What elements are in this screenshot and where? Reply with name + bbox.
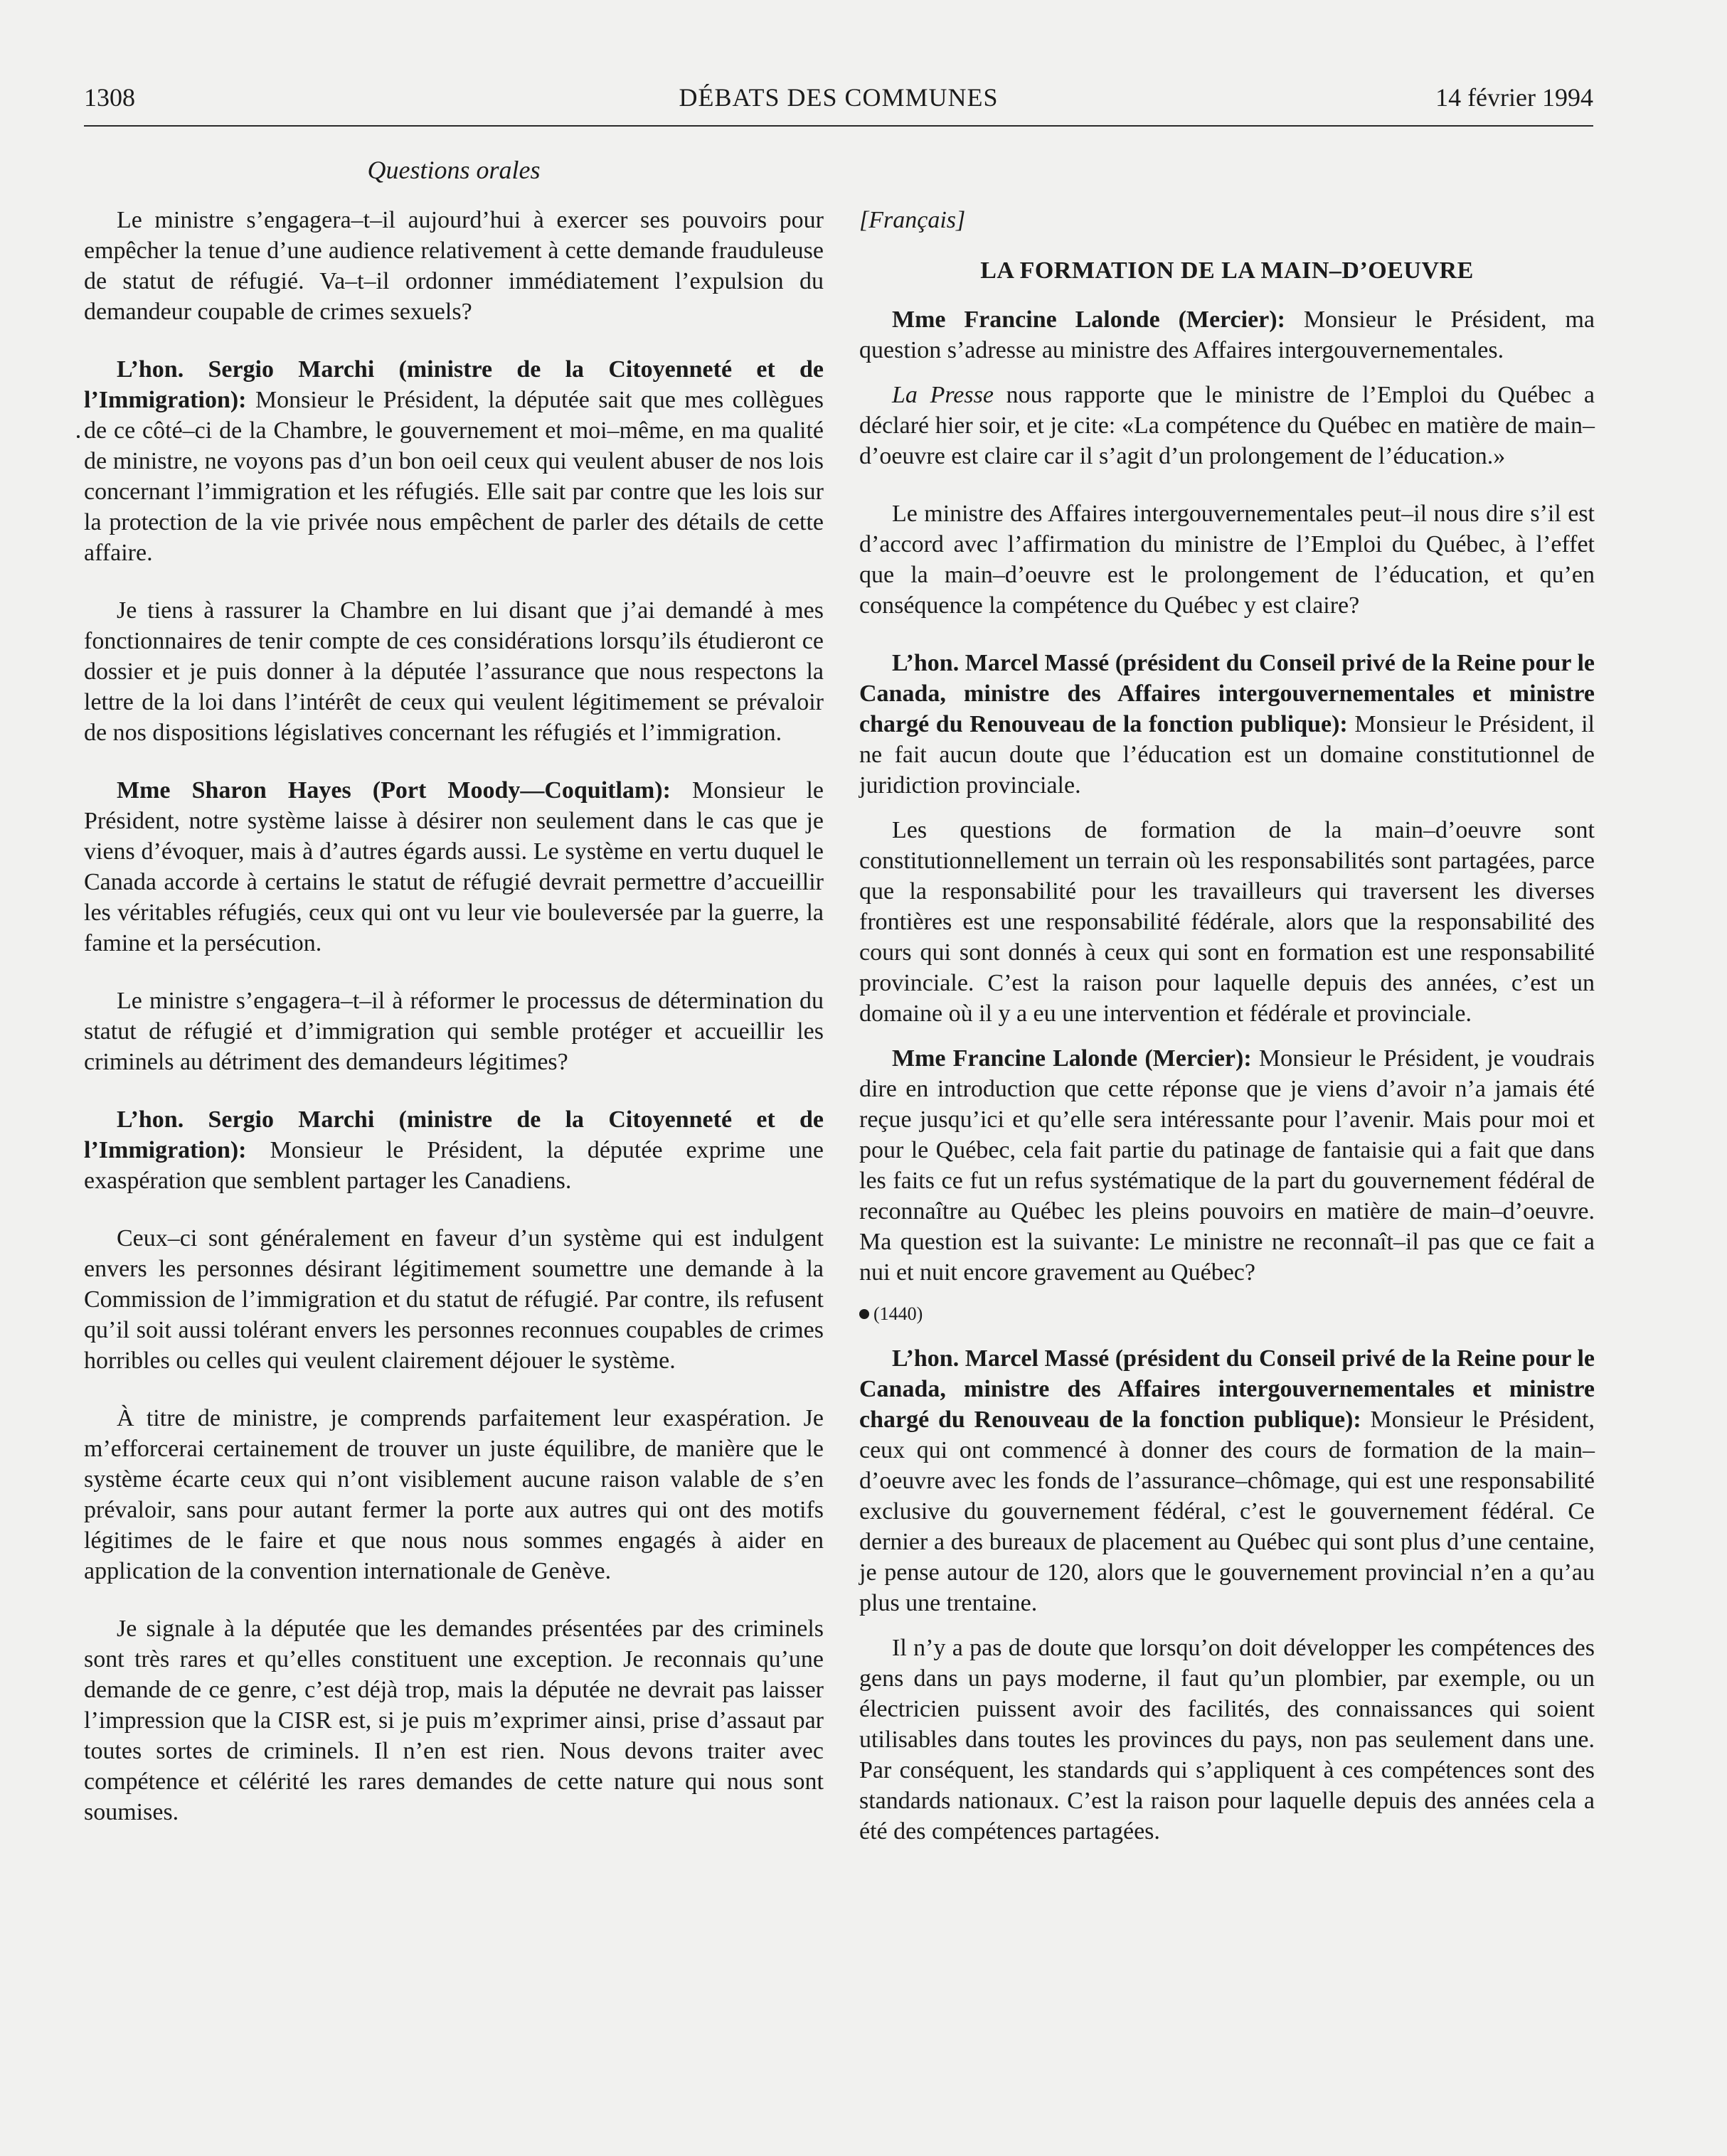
header-rule	[84, 125, 1593, 127]
language-tag: [Français]	[859, 207, 966, 233]
speaker-name: L’hon. Marcel Massé (président du Conseil privé de la Reine pour le Canada, ministre des Affaires intergouvernementales et ministre chargé du Renouveau de la fonction publique):	[859, 1345, 1595, 1433]
journal-title: DÉBATS DES COMMUNES	[679, 83, 999, 112]
page-number: 1308	[84, 83, 135, 112]
paragraph: La Presse nous rapporte que le ministre de l’Emploi du Québec a déclaré hier soir, et je cite: «La compétence du Québec en matière de main–d’oeuvre est claire car il s’agit d’un prolongement de l’éducation.»	[859, 382, 1595, 469]
paragraph: Il n’y a pas de doute que lorsqu’on doit développer les compétences des gens dans un pays moderne, il faut qu’un plombier, par exemple, ou un électricien puissent avoir des facilités, des connaissances qui soient utilisables dans toutes les provinces du pays, non pas seulement dans une. Par conséquent, les standards qui s’appliquent à ces compétences sont des standards nationaux. C’est la raison pour laquelle depuis des années cela a été des compétences partagées.	[859, 1635, 1595, 1845]
paragraph: Mme Sharon Hayes (Port Moody—Coquitlam): Monsieur le Président, notre système laisse à désirer non seulement dans le cas que je viens d’évoquer, mais à d’autres égards aussi. Le système en vertu duquel le Canada accorde à certains le statut de réfugié devrait permettre d’accueillir les véritables réfugiés, ceux qui ont vu leur vie bouleversée par la guerre, la famine et la persécution.	[84, 777, 824, 956]
paragraph: Le ministre des Affaires intergouvernementales peut–il nous dire s’il est d’accord avec l’affirmation du ministre de l’Emploi du Québec, à l’effet que la main–d’oeuvre est le prolongement de l’éducation, et qu’en conséquence la compétence du Québec y est claire?	[859, 501, 1595, 619]
time-marker-text: (1440)	[873, 1303, 923, 1324]
left-column	[84, 205, 824, 1855]
paragraph: L’hon. Marcel Massé (président du Conseil privé de la Reine pour le Canada, ministre des Affaires intergouvernementales et ministre chargé du Renouveau de la fonction publique): Monsieur le Président, il ne fait aucun doute que l’éducation est un domaine constitutionnel de juridiction provinciale.	[859, 650, 1595, 799]
speaker-name: L’hon. Sergio Marchi (ministre de la Citoyenneté et de l’Immigration):	[84, 1106, 824, 1163]
paragraph: Ceux–ci sont généralement en faveur d’un système qui est indulgent envers les personnes désirant légitimement soumettre une demande à la Commission de l’immigration et du statut de réfugié. Par contre, ils refusent qu’il soit aussi tolérant envers les personnes reconnues coupables de crimes horribles ou celles qui veulent clairement déjouer le système.	[84, 1225, 824, 1374]
right-column	[859, 205, 1595, 1874]
bullet-icon	[859, 1309, 869, 1319]
paragraph: Les questions de formation de la main–d’oeuvre sont constitutionnellement un terrain où les responsabilités sont partagées, parce que la responsabilité pour les travailleurs qui traversent les diverses frontières est une responsabilité fédérale, alors que la responsabilité des cours qui sont donnés à ceux qui sont en formation est une responsabilité provinciale. C’est la raison pour laquelle depuis des années, c’est un domaine où il y a eu une intervention et fédérale et provinciale.	[859, 817, 1595, 1027]
speaker-name: Mme Francine Lalonde (Mercier):	[892, 1045, 1252, 1072]
stray-mark	[77, 435, 80, 438]
speaker-name: L’hon. Marcel Massé (président du Conseil privé de la Reine pour le Canada, ministre des Affaires intergouvernementales et ministre chargé du Renouveau de la fonction publique):	[859, 650, 1595, 737]
newspaper-title: La Presse	[892, 382, 994, 408]
paragraph: Mme Francine Lalonde (Mercier): Monsieur le Président, ma question s’adresse au ministre des Affaires intergouvernementales.	[859, 306, 1595, 363]
paragraph: L’hon. Marcel Massé (président du Conseil privé de la Reine pour le Canada, ministre des Affaires intergouvernementales et ministre chargé du Renouveau de la fonction publique): Monsieur le Président, ceux qui ont commencé à donner des cours de formation de la main–d’oeuvre avec les fonds de l’assurance–chômage, qui est une responsabilité exclusive du gouvernement fédéral, c’est le gouvernement fédéral. Ce dernier a des bureaux de placement au Québec qui sont plus d’une centaine, je pense autour de 120, alors que le gouvernement provincial n’en a qu’au plus une trentaine.	[859, 1345, 1595, 1616]
speaker-name: Mme Sharon Hayes (Port Moody—Coquitlam):	[117, 777, 671, 804]
section-title: Questions orales	[367, 156, 541, 184]
paragraph: Mme Francine Lalonde (Mercier): Monsieur le Président, je voudrais dire en introduction que cette réponse que je viens d’avoir n’a jamais été reçue jusqu’ici et qu’elle sera intéressante pour l’avenir. Mais pour moi et pour le Québec, cela fait partie du patinage de fantaisie qui a fait que dans les faits ce fut un refus systématique de la part du gouvernement fédéral de reconnaître au Québec les pleins pouvoirs en matière de main–d’oeuvre. Ma question est la suivante: Le ministre ne reconnaît–il pas que ce fait a nui et nuit encore gravement au Québec?	[859, 1045, 1595, 1286]
paragraph: Le ministre s’engagera–t–il aujourd’hui à exercer ses pouvoirs pour empêcher la tenue d’une audience relativement à cette demande frauduleuse de statut de réfugié. Va–t–il ordonner immédiatement l’expulsion du demandeur coupable de crimes sexuels?	[84, 207, 824, 325]
speaker-name: L’hon. Sergio Marchi (ministre de la Citoyenneté et de l’Immigration):	[84, 356, 824, 413]
paragraph: À titre de ministre, je comprends parfaitement leur exaspération. Je m’efforcerai certainement de trouver un juste équilibre, de manière que le système écarte ceux qui n’ont visiblement aucune raison valable de s’en prévaloir, sans pour autant fermer la porte aux autres qui ont des motifs légitimes de le faire et que nous nous sommes engagés à aider en application de la convention internationale de Genève.	[84, 1405, 824, 1584]
paragraph: Je tiens à rassurer la Chambre en lui disant que j’ai demandé à mes fonctionnaires de tenir compte de ces considérations lorsqu’ils étudieront ce dossier et je puis donner à la députée l’assurance que nous respectons la lettre de la loi dans l’intérêt de ceux qui veulent légitimement se prévaloir de nos dispositions législatives concernant les réfugiés et l’immigration.	[84, 597, 824, 746]
time-marker	[859, 1302, 1595, 1326]
page-header	[84, 80, 1593, 124]
paragraph: Le ministre s’engagera–t–il à réformer le processus de détermination du statut de réfugié et d’immigration qui semble protéger et accueillir les criminels au détriment des demandeurs légitimes?	[84, 988, 824, 1075]
topic-heading: LA FORMATION DE LA MAIN–D’OEUVRE	[980, 257, 1474, 284]
issue-date: 14 février 1994	[1435, 83, 1593, 112]
paragraph: L’hon. Sergio Marchi (ministre de la Citoyenneté et de l’Immigration): Monsieur le Président, la députée sait que mes collègues de ce côté–ci de la Chambre, le gouvernement et moi–même, en ma qualité de ministre, ne voyons pas d’un bon oeil ceux qui veulent abuser de nos lois concernant l’immigration et les réfugiés. Elle sait par contre que les lois sur la protection de la vie privée nous empêchent de parler des détails de cette affaire.	[84, 356, 824, 566]
speaker-name: Mme Francine Lalonde (Mercier):	[892, 306, 1285, 333]
paragraph: L’hon. Sergio Marchi (ministre de la Citoyenneté et de l’Immigration): Monsieur le Président, la députée exprime une exaspération que semblent partager les Canadiens.	[84, 1106, 824, 1194]
paragraph: Je signale à la députée que les demandes présentées par des criminels sont très rares et qu’elles constituent une exception. Je reconnais qu’une demande de ce genre, c’est déjà trop, mais la députée ne devrait pas laisser l’impression que la CISR est, si je puis m’exprimer ainsi, prise d’assaut par toutes sortes de criminels. Il n’en est rien. Nous devons traiter avec compétence et célérité les rares demandes de cette nature qui nous sont soumises.	[84, 1616, 824, 1825]
